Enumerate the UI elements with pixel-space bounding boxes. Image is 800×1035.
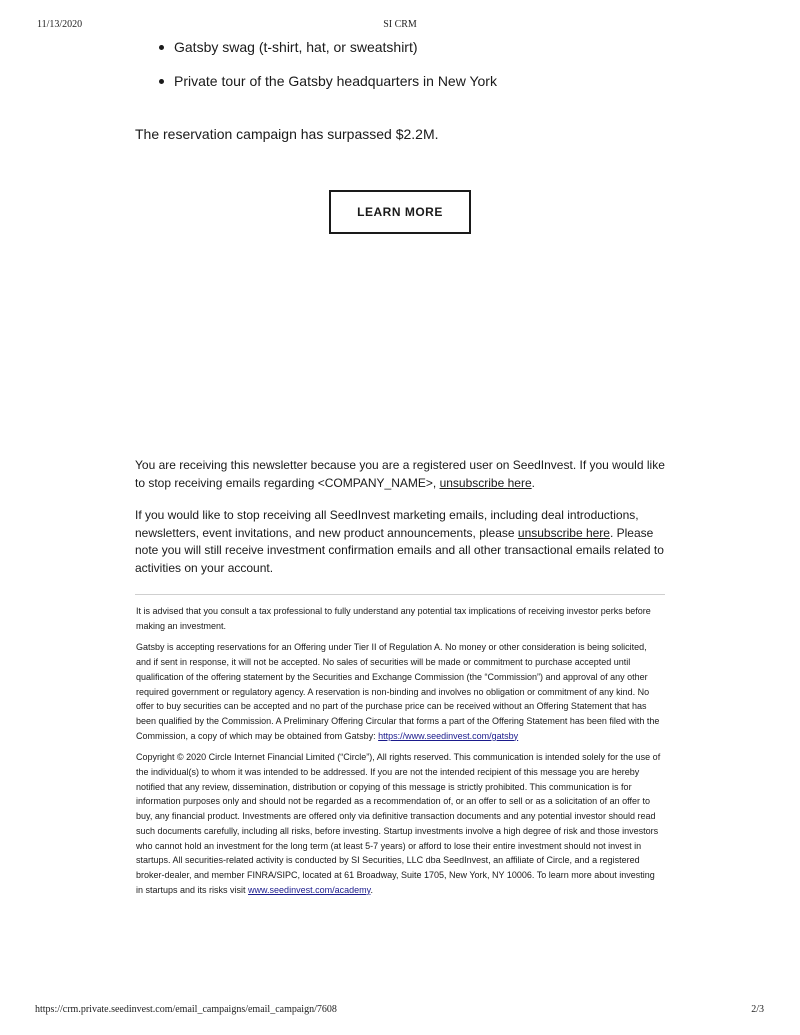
- copyright-end: .: [370, 884, 373, 895]
- campaign-status-text: The reservation campaign has surpassed $2.2M.: [135, 126, 439, 142]
- bullet-icon: [159, 45, 164, 50]
- print-date: 11/13/2020: [37, 19, 83, 30]
- print-url: https://crm.private.seedinvest.com/email_campaigns/email_campaign/7608: [35, 1004, 337, 1015]
- perk-text: Gatsby swag (t-shirt, hat, or sweatshirt): [174, 39, 418, 55]
- academy-link[interactable]: www.seedinvest.com/academy: [248, 884, 371, 895]
- perk-text: Private tour of the Gatsby headquarters in New York: [174, 73, 497, 89]
- email-body: [135, 30, 665, 234]
- list-item: [135, 38, 665, 56]
- divider: [135, 594, 665, 595]
- learn-more-button[interactable]: LEARN MORE: [329, 190, 471, 234]
- copyright-text: Copyright © 2020 Circle Internet Financial Limited (“Circle”), All rights reserved. This communication is intended solely for the use of the individual(s) to whom it was intended to be addressed. If you are not the intended recipient of this message you are hereby notified that any review, dissemination, distribution or copying of this message is strictly prohibited. This communication is for information purposes only and should not be regarded as a recommendation of, or an offer to sell or as a solicitation of an offer to buy, any financial product. Investments are offered only via definitive transaction documents and any potential investor should read such documents carefully, including all risks, before investing. Startup investments involve a high degree of risk and those investors who cannot hold an investment for the long term (at least 5-7 years) or afford to lose their entire investment should not invest in startups. All securities-related activity is conducted by SI Securities, LLC dba SeedInvest, an affiliate of Circle, and a registered broker-dealer, and member FINRA/SIPC, located at 61 Broadway, Suite 1705, New York, NY 10006. To learn more about investing in startups and its risks visit: [136, 752, 661, 895]
- offering-text: Gatsby is accepting reservations for an Offering under Tier II of Regulation A. No money or other consideration is being solicited, and if sent in response, it will not be accepted. No sales of securities will be made or commitment to purchase accepted until qualification of the offering statement by the Securities and Exchange Commission (the “Commission”) and approval of any other required government or regulatory agency. A reservation is non-binding and involves no obligation or commitment of any kind. No offer to buy securities can be accepted and no part of the purchase price can be received without an Offering Statement that has been qualified by the Commission. A Preliminary Offering Circular that forms a part of the Offering Statement has been filed with the Commission, a copy of which may be obtained from Gatsby:: [136, 642, 660, 741]
- page-number: 2/3: [751, 1004, 764, 1015]
- legal-disclaimer: [136, 604, 664, 897]
- print-footer: [0, 1004, 800, 1018]
- copyright-notice: [136, 750, 664, 897]
- offering-disclaimer: [136, 640, 664, 743]
- tax-disclaimer: It is advised that you consult a tax professional to fully understand any potential tax implications of receiving investor perks before making an investment.: [136, 606, 651, 631]
- perks-list: [135, 38, 665, 90]
- gatsby-offering-link[interactable]: https://www.seedinvest.com/gatsby: [378, 730, 519, 741]
- unsubscribe-company-link[interactable]: unsubscribe here: [439, 475, 532, 490]
- list-item: [135, 72, 665, 90]
- all-unsubscribe-paragraph: [135, 507, 665, 577]
- company-unsubscribe-paragraph: [135, 457, 665, 492]
- all-unsubscribe-end: . Please note you will still receive investment confirmation emails and all other transactional emails related to activities on your account.: [135, 525, 664, 575]
- unsubscribe-all-link[interactable]: unsubscribe here: [517, 525, 610, 540]
- print-title: SI CRM: [383, 19, 417, 30]
- company-unsubscribe-text: You are receiving this newsletter because you are a registered user on SeedInvest. If you would like to stop receiving emails regarding <COMPANY_NAME>,: [135, 458, 665, 490]
- all-unsubscribe-text: If you would like to stop receiving all SeedInvest marketing emails, including deal introductions, newsletters, event invitations, and new product announcements, please: [135, 508, 639, 540]
- newsletter-notice: [135, 457, 665, 577]
- company-unsubscribe-end: .: [531, 475, 535, 490]
- bullet-icon: [159, 79, 164, 84]
